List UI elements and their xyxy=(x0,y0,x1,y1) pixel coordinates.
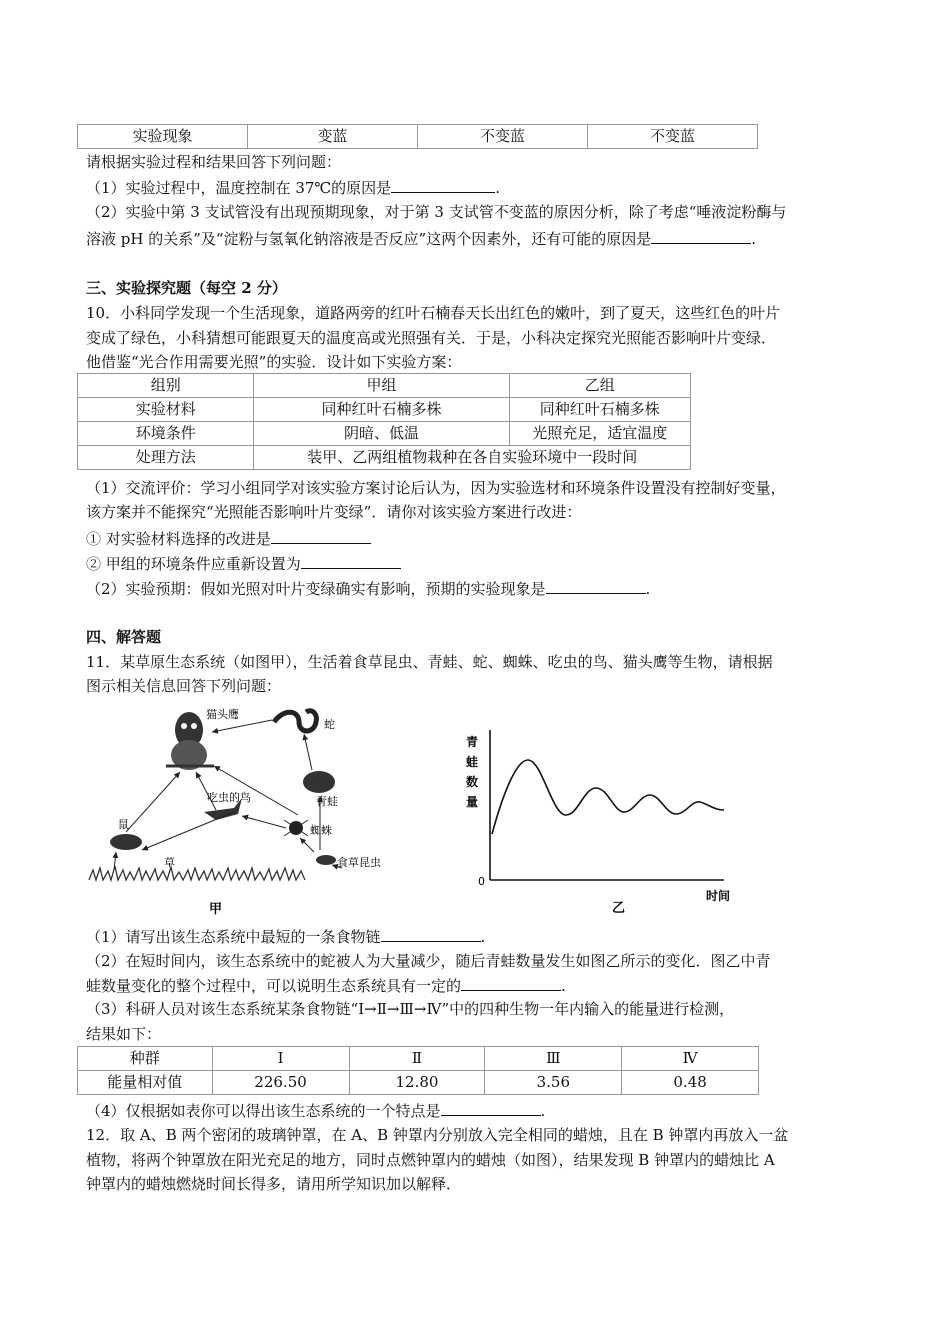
question-line xyxy=(86,527,371,550)
question-line: 图示相关信息回答下列问题： xyxy=(86,677,282,695)
table-cell: 3.56 xyxy=(485,1071,622,1095)
question-text: ① 对实验材料选择的改进是 xyxy=(86,530,271,548)
table-cell: 同种红叶石楠多株 xyxy=(254,398,509,422)
origin-label: 0 xyxy=(478,875,485,888)
table-cell: 实验现象 xyxy=(78,125,248,149)
question-line: 11．某草原生态系统（如图甲），生活着食草昆虫、青蛙、蛇、蜘蛛、吃虫的鸟、猫头鹰等生物，请根据 xyxy=(86,653,773,671)
bird-label: 吃虫的鸟 xyxy=(207,791,251,804)
answer-blank[interactable] xyxy=(651,227,751,244)
table-cell: 阴暗、低温 xyxy=(254,422,509,446)
answer-blank[interactable] xyxy=(301,552,401,569)
mouse-label: 鼠 xyxy=(118,818,129,831)
question-line xyxy=(86,974,566,997)
question-line: （2）在短时间内，该生态系统中的蛇被人为大量减少，随后青蛙数量发生如图乙所示的变化．图乙中青 xyxy=(86,952,771,970)
question-line: 他借鉴“光合作用需要光照”的实验．设计如下实验方案： xyxy=(86,353,462,371)
question-text: ② 甲组的环境条件应重新设置为 xyxy=(86,555,301,573)
y-axis-label: 数 xyxy=(466,775,479,789)
insect-icon xyxy=(316,855,336,865)
question-text: （4）仅根据如表你可以得出该生态系统的一个特点是 xyxy=(86,1102,441,1120)
table-cell: 种群 xyxy=(78,1047,213,1071)
question-text: 蛙数量变化的整个过程中，可以说明生态系统具有一定的 xyxy=(86,977,462,995)
question-text: （1）实验过程中，温度控制在 37℃的原因是 xyxy=(86,179,392,197)
food-web-figure xyxy=(84,700,394,920)
question-line: 10．小科同学发现一个生活现象，道路两旁的红叶石楠春天长出红色的嫩叶，到了夏天，这些红色的叶片 xyxy=(86,304,781,322)
table-cell: Ⅳ xyxy=(622,1047,759,1071)
answer-blank[interactable] xyxy=(461,974,561,991)
spider-icon xyxy=(284,820,308,836)
question-line: （2）实验中第 3 支试管没有出现预期现象，对于第 3 支试管不变蓝的原因分析，除了考虑“唾液淀粉酶与 xyxy=(86,203,787,221)
question-line xyxy=(86,176,500,199)
punct: . xyxy=(751,230,757,248)
table-cell: Ⅱ xyxy=(349,1047,485,1071)
table-cell: 不变蓝 xyxy=(418,125,588,149)
snake-icon xyxy=(274,711,316,731)
question-line xyxy=(86,925,485,948)
grass-icon xyxy=(89,866,305,880)
x-axis-label: 时间 xyxy=(706,889,731,903)
question-line: （1）交流评价：学习小组同学对该实验方案讨论后认为，因为实验选材和环境条件设置没有控制好变量， xyxy=(86,479,786,497)
mouse-icon xyxy=(110,834,142,850)
question-line: 该方案并不能探究“光照能否影响叶片变绿”．请你对该实验方案进行改进： xyxy=(86,503,582,521)
table-cell: 甲组 xyxy=(254,374,509,398)
figure-caption: 甲 xyxy=(209,902,223,917)
table-row xyxy=(78,1047,759,1071)
table-cell: 光照充足，适宜温度 xyxy=(509,422,690,446)
question-line: 钟罩内的蜡烛燃烧时间长得多，请用所学知识加以解释． xyxy=(86,1175,462,1193)
population-curve xyxy=(492,760,724,834)
punct: . xyxy=(561,977,566,995)
table-row xyxy=(78,1071,759,1095)
table-row xyxy=(78,374,691,398)
table-cell: 能量相对值 xyxy=(78,1071,213,1095)
table-cell: 同种红叶石楠多株 xyxy=(509,398,690,422)
y-axis-label: 量 xyxy=(466,795,479,809)
table-row xyxy=(78,446,691,470)
question-line xyxy=(86,227,756,250)
section-title: 三、实验探究题（每空 2 分） xyxy=(86,279,287,297)
answer-blank[interactable] xyxy=(441,1099,541,1116)
question-line: 植物，将两个钟罩放在阳光充足的地方，同时点燃钟罩内的蜡烛（如图），结果发现 B 钟罩内的蜡烛比 A xyxy=(86,1151,775,1169)
energy-table xyxy=(77,1046,759,1095)
table-cell: Ⅲ xyxy=(485,1047,622,1071)
section-title: 四、解答题 xyxy=(86,628,162,646)
table-row xyxy=(78,125,758,149)
insect-label: 食草昆虫 xyxy=(337,856,381,869)
table-row xyxy=(78,422,691,446)
experiment-plan-table xyxy=(77,373,691,470)
question-text: 溶液 pH 的关系”及“淀粉与氢氧化钠溶液是否反应”这两个因素外，还有可能的原因是 xyxy=(86,230,652,248)
frog-icon xyxy=(303,771,335,793)
table-cell: 乙组 xyxy=(509,374,690,398)
table-cell: Ⅰ xyxy=(212,1047,349,1071)
frog-label: 青蛙 xyxy=(316,795,338,808)
table-row xyxy=(78,398,691,422)
table-cell: 226.50 xyxy=(212,1071,349,1095)
table-cell: 0.48 xyxy=(622,1071,759,1095)
owl-label: 猫头鹰 xyxy=(206,708,239,721)
answer-blank[interactable] xyxy=(271,527,371,544)
punct: . xyxy=(480,928,486,946)
table-cell: 环境条件 xyxy=(78,422,254,446)
spider-label: 蜘蛛 xyxy=(310,824,332,837)
question-line: 变成了绿色，小科猜想可能跟夏天的温度高或光照强有关．于是，小科决定探究光照能否影响叶片变绿． xyxy=(86,329,777,347)
question-line: （3）科研人员对该生态系统某条食物链“Ⅰ→Ⅱ→Ⅲ→Ⅳ”中的四种生物一年内输入的能量进行检测， xyxy=(86,1000,735,1018)
answer-blank[interactable] xyxy=(391,176,495,193)
question-line: 12．取 A、B 两个密闭的玻璃钟罩，在 A、B 钟罩内分别放入完全相同的蜡烛，且在 B 钟罩内再放入一盆 xyxy=(86,1126,789,1144)
table-cell: 组别 xyxy=(78,374,254,398)
snake-label: 蛇 xyxy=(324,718,335,731)
question-text: （1）请写出该生态系统中最短的一条食物链 xyxy=(86,928,381,946)
y-axis-label: 青 xyxy=(466,735,479,749)
punct: . xyxy=(495,179,500,197)
question-intro: 请根据实验过程和结果回答下列问题： xyxy=(86,153,342,171)
answer-blank[interactable] xyxy=(546,577,646,594)
figure-caption: 乙 xyxy=(612,901,626,916)
table-cell: 实验材料 xyxy=(78,398,254,422)
punct: . xyxy=(645,580,651,598)
question-text: （2）实验预期：假如光照对叶片变绿确实有影响，预期的实验现象是 xyxy=(86,580,546,598)
table-cell: 处理方法 xyxy=(78,446,254,470)
question-line xyxy=(86,577,650,600)
result-table xyxy=(77,124,758,149)
punct: . xyxy=(540,1102,546,1120)
answer-blank[interactable] xyxy=(381,925,481,942)
y-axis-label: 蛙 xyxy=(466,755,479,769)
table-cell: 变蓝 xyxy=(248,125,418,149)
table-cell: 不变蓝 xyxy=(588,125,758,149)
frog-population-figure xyxy=(462,730,732,920)
question-line xyxy=(86,1099,545,1122)
question-line: 结果如下： xyxy=(86,1025,162,1043)
grass-label: 草 xyxy=(164,856,175,869)
table-cell: 装甲、乙两组植物栽种在各自实验环境中一段时间 xyxy=(254,446,691,470)
question-line xyxy=(86,552,401,575)
table-cell: 12.80 xyxy=(349,1071,485,1095)
